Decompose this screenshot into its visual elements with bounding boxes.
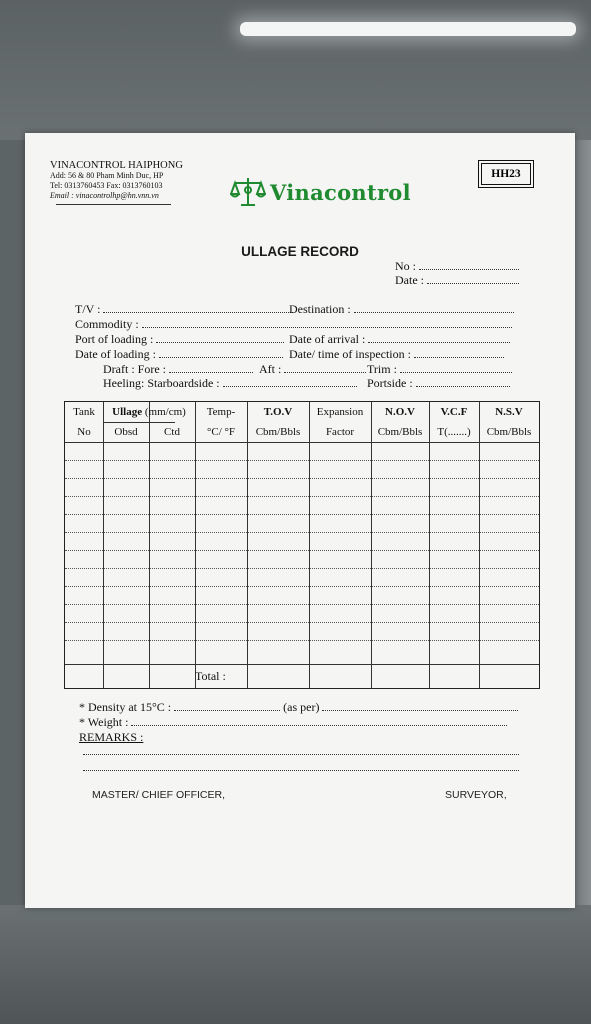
header-obsd: Obsd — [114, 426, 138, 438]
date-blank[interactable] — [427, 274, 519, 284]
commodity-blank[interactable] — [142, 318, 512, 328]
date-inspection-blank[interactable] — [414, 348, 504, 358]
ceiling-light-reflection — [240, 22, 576, 36]
tv-line — [75, 302, 293, 317]
port-loading-line — [75, 332, 284, 347]
date-arrival-label: Date of arrival : — [289, 332, 366, 346]
background-top — [0, 0, 591, 140]
density-line — [79, 700, 518, 715]
weight-blank[interactable] — [131, 716, 507, 726]
trim-blank[interactable] — [400, 363, 512, 373]
row-rule — [65, 622, 539, 623]
row-rule — [65, 514, 539, 515]
row-rule — [65, 478, 539, 479]
col-divider — [309, 402, 310, 688]
date-loading-line — [75, 347, 283, 362]
draft-fore-label: Draft : Fore : — [103, 362, 166, 376]
destination-line — [289, 302, 514, 317]
header-temp-unit: °C/ °F — [206, 426, 236, 438]
date-arrival-blank[interactable] — [368, 333, 510, 343]
trim-label: Trim : — [367, 362, 397, 376]
destination-blank[interactable] — [354, 303, 514, 313]
weight-label: * Weight : — [79, 715, 129, 729]
col-divider — [195, 402, 196, 688]
col-divider — [103, 402, 104, 688]
header-no: No — [77, 426, 91, 438]
row-rule — [65, 586, 539, 587]
commodity-line — [75, 317, 512, 332]
trim-line — [367, 362, 512, 377]
form-title: ULLAGE RECORD — [241, 244, 359, 259]
form-code-box: HH23 — [481, 163, 531, 185]
header-temp: Temp- — [206, 406, 236, 418]
header-ullage-label: Ullage — [112, 406, 143, 418]
scales-logo-icon — [230, 175, 266, 209]
no-blank[interactable] — [419, 260, 519, 270]
company-email: Email : vinacontrolhp@hn.vnn.vn — [50, 191, 159, 200]
date-arrival-line — [289, 332, 510, 347]
remarks-line-1[interactable] — [83, 744, 519, 759]
no-line — [395, 259, 519, 274]
as-per-blank[interactable] — [322, 701, 518, 711]
total-rule — [65, 664, 539, 665]
company-phone: Tel: 0313760453 Fax: 0313760103 — [50, 181, 163, 190]
date-inspection-line — [289, 347, 504, 362]
portside-line — [367, 376, 510, 391]
portside-label: Portside : — [367, 376, 413, 390]
density-blank[interactable] — [174, 701, 280, 711]
row-rule — [65, 604, 539, 605]
header-nov-unit: Cbm/Bbls — [377, 426, 423, 438]
destination-label: Destination : — [289, 302, 351, 316]
date-label: Date : — [395, 273, 424, 287]
row-rule — [65, 496, 539, 497]
total-label: Total : — [195, 669, 226, 683]
remarks-line-2[interactable] — [83, 760, 519, 775]
heeling-blank[interactable] — [223, 377, 357, 387]
tv-label: T/V : — [75, 302, 101, 316]
col-divider — [149, 402, 150, 688]
header-ullage-unit: (mm/cm) — [142, 406, 186, 418]
form-sheet — [25, 133, 575, 908]
density-label: * Density at 15°C : — [79, 700, 172, 714]
header-nov: N.O.V — [385, 406, 415, 418]
row-rule — [65, 460, 539, 461]
header-sub-rule — [103, 422, 175, 423]
weight-line — [79, 715, 507, 730]
company-block — [50, 161, 183, 205]
col-divider — [429, 402, 430, 688]
col-divider — [371, 402, 372, 688]
heeling-line — [103, 376, 357, 391]
header-bottom-rule — [65, 442, 539, 443]
header-factor: Factor — [325, 426, 355, 438]
row-rule — [65, 550, 539, 551]
date-line — [395, 273, 519, 288]
no-label: No : — [395, 259, 416, 273]
remarks-label: REMARKS : — [79, 730, 144, 744]
row-rule — [65, 568, 539, 569]
surveyor-signature-label: SURVEYOR, — [445, 789, 507, 801]
aft-blank[interactable] — [284, 363, 366, 373]
company-underline — [56, 204, 171, 205]
port-loading-blank[interactable] — [156, 333, 284, 343]
brand-name: Vinacontrol — [270, 179, 411, 205]
ullage-table — [64, 401, 540, 689]
port-loading-label: Port of loading : — [75, 332, 154, 346]
background-bottom — [0, 905, 591, 1024]
row-rule — [65, 640, 539, 641]
header-tov: T.O.V — [263, 406, 293, 418]
aft-label: Aft : — [259, 362, 282, 376]
date-loading-label: Date of loading : — [75, 347, 156, 361]
header-ctd: Ctd — [164, 426, 180, 438]
as-per-label: (as per) — [283, 700, 320, 714]
company-address: Add: 56 & 80 Pham Minh Duc, HP — [50, 171, 164, 180]
header-vcf-unit: T(.......) — [437, 426, 471, 438]
col-divider — [479, 402, 480, 688]
row-rule — [65, 532, 539, 533]
header-vcf: V.C.F — [440, 406, 468, 418]
remarks-blank[interactable] — [83, 761, 519, 771]
date-inspection-label: Date/ time of inspection : — [289, 347, 411, 361]
header-ullage — [103, 406, 195, 418]
tv-blank[interactable] — [103, 303, 293, 313]
master-signature-label: MASTER/ CHIEF OFFICER, — [92, 789, 226, 801]
brand-logo — [230, 175, 411, 209]
draft-fore-blank[interactable] — [169, 363, 253, 373]
draft-fore-line — [103, 362, 253, 377]
remarks-blank[interactable] — [83, 745, 519, 755]
col-divider — [247, 402, 248, 688]
commodity-label: Commodity : — [75, 317, 139, 331]
company-name: VINACONTROL HAIPHONG — [50, 160, 183, 171]
date-loading-blank[interactable] — [159, 348, 283, 358]
header-expansion: Expansion — [316, 406, 364, 418]
portside-blank[interactable] — [416, 377, 510, 387]
header-tank: Tank — [73, 406, 95, 418]
header-tov-unit: Cbm/Bbls — [255, 426, 301, 438]
aft-line — [259, 362, 366, 377]
heeling-label: Heeling: Starboardside : — [103, 376, 220, 390]
header-nsv: N.S.V — [495, 406, 523, 418]
header-nsv-unit: Cbm/Bbls — [486, 426, 532, 438]
